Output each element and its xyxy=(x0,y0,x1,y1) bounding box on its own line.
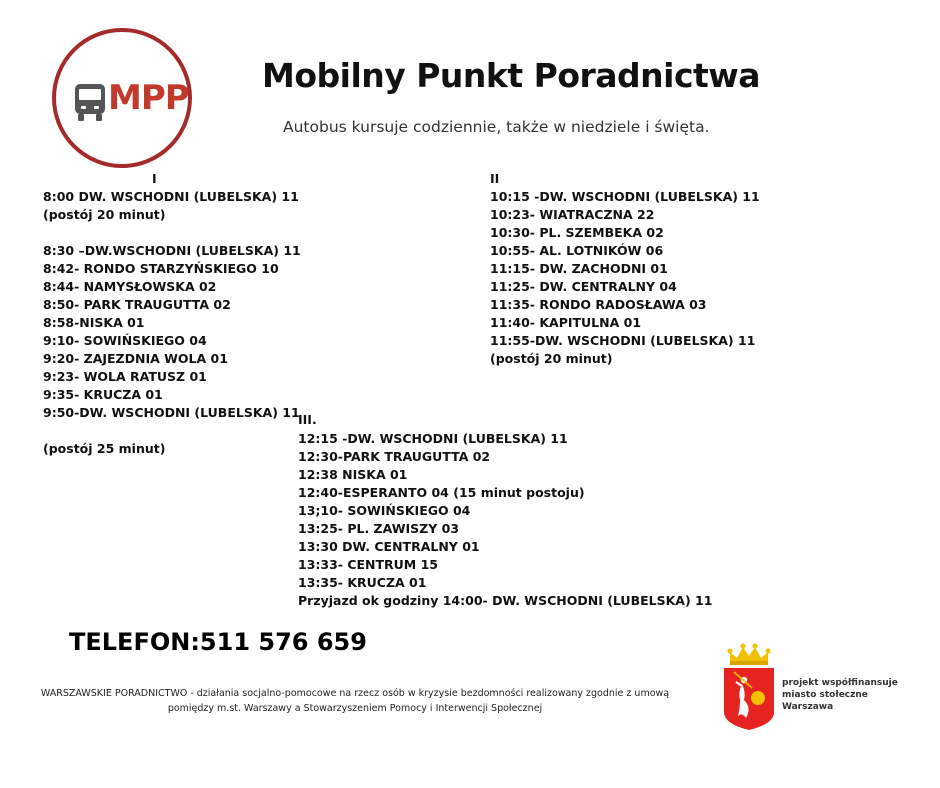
sponsor-line-3: Warszawa xyxy=(782,702,834,712)
bus-icon xyxy=(73,82,107,122)
warsaw-crest-icon xyxy=(722,642,776,732)
schedule-line: 9:23- WOLA RATUSZ 01 xyxy=(43,369,207,384)
schedule-line: 11:40- KAPITULNA 01 xyxy=(490,315,642,330)
schedule-line: 12:15 -DW. WSCHODNI (LUBELSKA) 11 xyxy=(298,431,568,446)
schedule-line: 9:20- ZAJEZDNIA WOLA 01 xyxy=(43,351,228,366)
schedule-line: 12:38 NISKA 01 xyxy=(298,467,408,482)
schedule-line: 13:25- PL. ZAWISZY 03 xyxy=(298,521,460,536)
schedule-line: 13:30 DW. CENTRALNY 01 xyxy=(298,539,480,554)
footer-line-2: pomiędzy m.st. Warszawy a Stowarzyszeniem Pomocy i Interwencji Społecznej xyxy=(167,703,543,714)
schedule-line: 12:40-ESPERANTO 04 (15 minut postoju) xyxy=(298,485,585,500)
schedule-line: 9:35- KRUCZA 01 xyxy=(43,387,163,402)
schedule-line xyxy=(43,224,301,242)
schedule-line: (postój 20 minut) xyxy=(43,207,166,222)
route-1-heading: I xyxy=(152,171,157,186)
schedule-line: (postój 20 minut) xyxy=(490,351,613,366)
schedule-line: 9:10- SOWIŃSKIEGO 04 xyxy=(43,333,207,348)
schedule-line: 8:50- PARK TRAUGUTTA 02 xyxy=(43,297,231,312)
schedule-line: 11:35- RONDO RADOSŁAWA 03 xyxy=(490,297,707,312)
schedule-line: 10:15 -DW. WSCHODNI (LUBELSKA) 11 xyxy=(490,189,760,204)
schedule-line xyxy=(43,422,301,440)
schedule-line: 13:33- CENTRUM 15 xyxy=(298,557,438,572)
schedule-line: 8:42- RONDO STARZYŃSKIEGO 10 xyxy=(43,261,279,276)
schedule-line: 8:00 DW. WSCHODNI (LUBELSKA) 11 xyxy=(43,189,299,204)
route-2-heading: II xyxy=(490,171,500,186)
schedule-line: 8:30 –DW.WSCHODNI (LUBELSKA) 11 xyxy=(43,243,301,258)
schedule-line: 10:55- AL. LOTNIKÓW 06 xyxy=(490,243,664,258)
route-3-schedule xyxy=(298,430,712,610)
phone-number: TELEFON:511 576 659 xyxy=(69,628,367,656)
schedule-line: 13:35- KRUCZA 01 xyxy=(298,575,427,590)
schedule-line: 8:58-NISKA 01 xyxy=(43,315,145,330)
schedule-line: 10:30- PL. SZEMBEKA 02 xyxy=(490,225,664,240)
sponsor-note xyxy=(782,677,898,713)
footer-note xyxy=(0,686,710,716)
schedule-line: (postój 25 minut) xyxy=(43,441,166,456)
schedule-line: 10:23- WIATRACZNA 22 xyxy=(490,207,655,222)
page-subtitle: Autobus kursuje codziennie, także w niedziele i święta. xyxy=(283,118,710,136)
schedule-line: 12:30-PARK TRAUGUTTA 02 xyxy=(298,449,491,464)
logo-text: MPP xyxy=(108,78,189,118)
sponsor-line-1: projekt współfinansuje xyxy=(782,678,898,688)
schedule-line: 8:44- NAMYSŁOWSKA 02 xyxy=(43,279,217,294)
route-2-schedule xyxy=(490,188,760,368)
schedule-line: 11:15- DW. ZACHODNI 01 xyxy=(490,261,668,276)
route-3-heading: III. xyxy=(298,412,317,427)
footer-line-1: WARSZAWSKIE PORADNICTWO - działania socjalno-pomocowe na rzecz osób w kryzysie bezdomności realizowany zgodnie z umową xyxy=(40,688,670,699)
schedule-line: 9:50-DW. WSCHODNI (LUBELSKA) 11 xyxy=(43,405,300,420)
schedule-line: 13;10- SOWIŃSKIEGO 04 xyxy=(298,503,471,518)
schedule-line: Przyjazd ok godziny 14:00- DW. WSCHODNI (LUBELSKA) 11 xyxy=(298,593,713,608)
schedule-line: 11:55-DW. WSCHODNI (LUBELSKA) 11 xyxy=(490,333,756,348)
mpp-logo xyxy=(52,28,192,168)
sponsor-line-2: miasto stołeczne xyxy=(782,690,868,700)
route-1-schedule xyxy=(43,188,301,458)
schedule-line: 11:25- DW. CENTRALNY 04 xyxy=(490,279,677,294)
page-title: Mobilny Punkt Poradnictwa xyxy=(262,56,761,95)
